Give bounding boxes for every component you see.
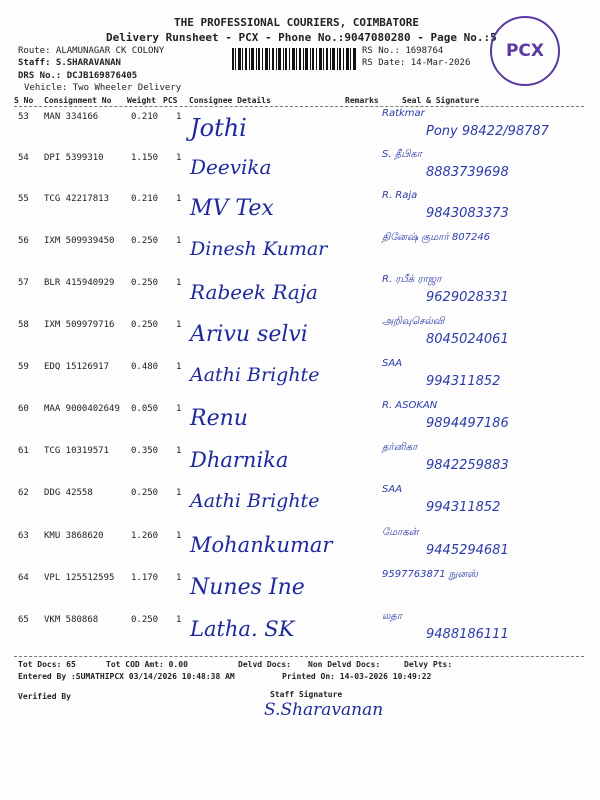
delvd-docs: Delvd Docs:	[238, 660, 291, 669]
row-consignee-handwriting: Renu	[190, 406, 248, 431]
row-sno: 62	[18, 488, 29, 498]
row-sno: 59	[18, 362, 29, 372]
col-pcs: PCS	[163, 96, 178, 105]
drs-number: DRS No.: DCJB169876405	[18, 71, 138, 81]
row-remark-line1: SAA	[382, 358, 403, 369]
row-consignee-handwriting: Rabeek Raja	[190, 280, 318, 304]
header-divider	[14, 106, 584, 107]
row-pcs: 1	[176, 615, 182, 625]
row-sno: 61	[18, 446, 29, 456]
row-remark-line1: R. ASOKAN	[382, 400, 438, 411]
row-consignee-handwriting: Dharnika	[190, 448, 289, 472]
row-consignment-no: DDG 42558	[44, 488, 93, 498]
tot-docs: Tot Docs: 65	[18, 660, 76, 669]
col-consignee: Consignee Details	[189, 96, 271, 105]
row-remark-line2: 9842259883	[426, 458, 509, 473]
row-sno: 58	[18, 320, 29, 330]
row-remark-line1: மோகன்	[382, 527, 419, 538]
row-sno: 60	[18, 404, 29, 414]
row-consignment-no: TCG 10319571	[44, 446, 110, 456]
sheet-title: Delivery Runsheet - PCX - Phone No.:9047080280 - Page No.:5	[106, 31, 497, 44]
row-weight: 0.350	[131, 446, 159, 456]
row-remark-line2: 8045024061	[426, 332, 509, 347]
row-consignment-no: DPI 5399310	[44, 153, 104, 163]
row-weight: 0.250	[131, 320, 159, 330]
col-consignment: Consignment No	[44, 96, 112, 105]
row-sno: 57	[18, 278, 29, 288]
row-sno: 54	[18, 153, 29, 163]
row-weight: 1.260	[131, 531, 159, 541]
row-consignment-no: EDQ 15126917	[44, 362, 110, 372]
row-remark-line1: S. தீபிகா	[382, 149, 422, 160]
row-consignment-no: MAA 9000402649	[44, 404, 120, 414]
row-remark-line2: 9894497186	[426, 416, 509, 431]
row-consignment-no: VKM 580868	[44, 615, 99, 625]
row-consignment-no: MAN 334166	[44, 112, 99, 122]
row-remark-line1: Ratkmar	[382, 108, 425, 119]
delvy-pts: Delvy Pts:	[404, 660, 453, 669]
row-consignee-handwriting: Latha. SK	[190, 617, 295, 641]
row-pcs: 1	[176, 112, 182, 122]
row-weight: 0.480	[131, 362, 159, 372]
row-remark-line1: R. Raja	[382, 190, 418, 201]
row-remark-line1: SAA	[382, 484, 403, 495]
row-remark-line2: 9488186111	[426, 627, 509, 642]
row-remark-line1: தர்னிகா	[382, 442, 418, 453]
row-sno: 56	[18, 236, 29, 246]
row-consignee-handwriting: Arivu selvi	[190, 322, 308, 347]
col-sno: S No	[14, 96, 34, 105]
row-weight: 1.150	[131, 153, 159, 163]
row-consignee-handwriting: Aathi Brighte	[190, 490, 320, 512]
footer-divider	[14, 656, 584, 657]
row-consignee-handwriting: Jothi	[190, 114, 247, 142]
route: Route: ALAMUNAGAR CK COLONY	[18, 46, 165, 56]
row-consignment-no: KMU 3868620	[44, 531, 104, 541]
row-consignment-no: BLR 415940929	[44, 278, 115, 288]
company-name: THE PROFESSIONAL COURIERS, COIMBATORE	[174, 16, 420, 29]
row-consignee-handwriting: Deevika	[190, 155, 272, 179]
row-consignee-handwriting: Mohankumar	[190, 533, 333, 557]
row-weight: 0.050	[131, 404, 159, 414]
row-consignment-no: IXM 509979716	[44, 320, 115, 330]
staff: Staff: S.SHARAVANAN	[18, 58, 121, 68]
row-pcs: 1	[176, 236, 182, 246]
row-consignment-no: IXM 509939450	[44, 236, 115, 246]
row-weight: 1.170	[131, 573, 159, 583]
entered-by: Entered By :SUMATHIPCX 03/14/2026 10:48:38 AM	[18, 672, 235, 681]
row-remark-line1: 9597763871 நுனஸ்	[382, 569, 478, 580]
row-remark-line1: தினேஷ் குமார் 807246	[382, 232, 491, 243]
row-remark-line2: 9445294681	[426, 543, 509, 558]
row-consignee-handwriting: MV Tex	[190, 196, 274, 221]
row-sno: 65	[18, 615, 29, 625]
row-remark-line2: 9629028331	[426, 290, 509, 305]
col-remarks: Remarks	[345, 96, 379, 105]
row-remark-line2: 994311852	[426, 374, 501, 389]
row-consignment-no: TCG 42217813	[44, 194, 110, 204]
row-pcs: 1	[176, 488, 182, 498]
row-remark-line2: Pony 98422/98787	[426, 124, 549, 139]
row-sno: 64	[18, 573, 29, 583]
row-pcs: 1	[176, 278, 182, 288]
col-seal-signature: Seal & Signature	[402, 96, 480, 105]
row-consignee-handwriting: Nunes Ine	[190, 575, 305, 600]
row-pcs: 1	[176, 531, 182, 541]
row-remark-line1: R. ரபீக் ராஜா	[382, 274, 442, 285]
staff-signature: S.Sharavanan	[264, 700, 384, 720]
rs-date: RS Date: 14-Mar-2026	[362, 58, 471, 68]
row-weight: 0.250	[131, 615, 159, 625]
row-pcs: 1	[176, 153, 182, 163]
row-weight: 0.210	[131, 194, 159, 204]
row-pcs: 1	[176, 573, 182, 583]
row-pcs: 1	[176, 404, 182, 414]
row-sno: 53	[18, 112, 29, 122]
printed-on: Printed On: 14-03-2026 10:49:22	[282, 672, 432, 681]
row-remark-line1: லதா	[382, 611, 403, 622]
row-pcs: 1	[176, 194, 182, 204]
row-consignee-handwriting: Dinesh Kumar	[190, 238, 328, 260]
row-pcs: 1	[176, 362, 182, 372]
row-remark-line2: 8883739698	[426, 165, 509, 180]
row-sno: 63	[18, 531, 29, 541]
row-weight: 0.210	[131, 112, 159, 122]
barcode	[232, 48, 356, 70]
row-remark-line2: 9843083373	[426, 206, 509, 221]
verified-by: Verified By	[18, 692, 71, 701]
non-delvd-docs: Non Delvd Docs:	[308, 660, 381, 669]
row-weight: 0.250	[131, 236, 159, 246]
row-consignee-handwriting: Aathi Brighte	[190, 364, 320, 386]
vehicle: Vehicle: Two Wheeler Delivery	[24, 83, 182, 93]
rs-number: RS No.: 1698764	[362, 46, 444, 56]
row-weight: 0.250	[131, 488, 159, 498]
row-weight: 0.250	[131, 278, 159, 288]
row-pcs: 1	[176, 320, 182, 330]
col-weight: Weight	[127, 96, 156, 105]
pcx-stamp: PCX	[490, 16, 560, 86]
row-remark-line1: அறிவுசெல்வி	[382, 316, 445, 327]
staff-signature-label: Staff Signature	[270, 690, 343, 699]
row-sno: 55	[18, 194, 29, 204]
row-remark-line2: 994311852	[426, 500, 501, 515]
row-consignment-no: VPL 125512595	[44, 573, 115, 583]
row-pcs: 1	[176, 446, 182, 456]
tot-cod-amt: Tot COD Amt: 0.00	[106, 660, 188, 669]
